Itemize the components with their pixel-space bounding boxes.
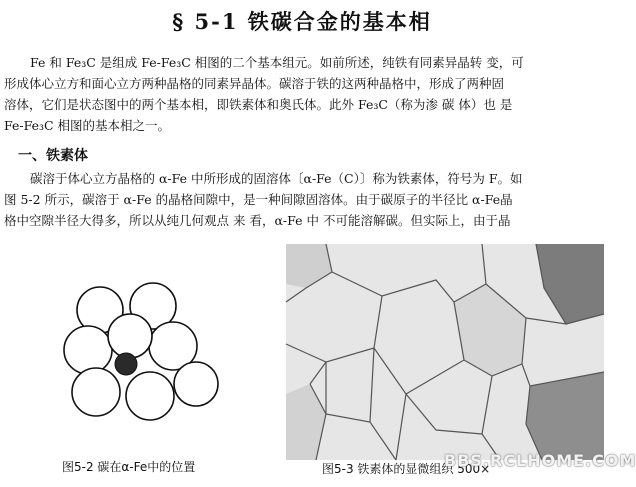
bcc-lattice-figure <box>58 288 218 430</box>
iron-atom <box>126 372 174 420</box>
ferrite-micrograph <box>286 244 604 460</box>
iron-atom <box>64 326 112 374</box>
section-heading: 一、铁素体 <box>18 148 88 164</box>
figure-5-3-caption: 图5-3 铁素体的显微组织 500× <box>322 462 491 476</box>
intro-line: 溶体，它们是状态图中的两个基本相，即铁素体和奥氏体。此外 Fe₃C（称为渗 碳 体）也 是 <box>4 97 513 112</box>
site-watermark: BBS.RCLHOME.COM <box>444 451 636 470</box>
page-title: § 5-1 铁碳合金的基本相 <box>172 9 432 34</box>
ferrite-line: 格中空隙半径大得多，所以从纯几何观点 来 看，α-Fe 中 不可能溶解碳。但实际上，由于晶 <box>4 213 511 228</box>
intro-line: 形成体心立方和面心立方两种晶格的同素异晶体。碳溶于铁的这两种晶格中，形成了两种固 <box>4 76 505 91</box>
iron-atom <box>72 368 120 416</box>
carbon-atom <box>115 353 137 375</box>
figure-5-2-caption: 图5-2 碳在α-Fe中的位置 <box>62 460 196 474</box>
iron-atom <box>174 362 218 406</box>
intro-line: Fe-Fe₃C 相图的基本相之一。 <box>4 118 171 133</box>
intro-paragraph <box>4 52 600 136</box>
ferrite-line: 图 5-2 所示，碳溶于 α-Fe 的晶格间隙中，是一种间隙固溶体。由于碳原子的半径比 α-Fe晶 <box>4 192 513 207</box>
intro-line: Fe 和 Fe₃C 是组成 Fe-Fe₃C 相图的二个基本组元。如前所述，纯铁有同素异晶转 变，可 <box>30 55 524 70</box>
ferrite-paragraph <box>4 168 600 231</box>
iron-atom <box>108 314 152 358</box>
ferrite-line: 碳溶于体心立方晶格的 α-Fe 中所形成的固溶体〔α-Fe（C）〕称为铁素体，符号为 F。如 <box>30 171 523 186</box>
